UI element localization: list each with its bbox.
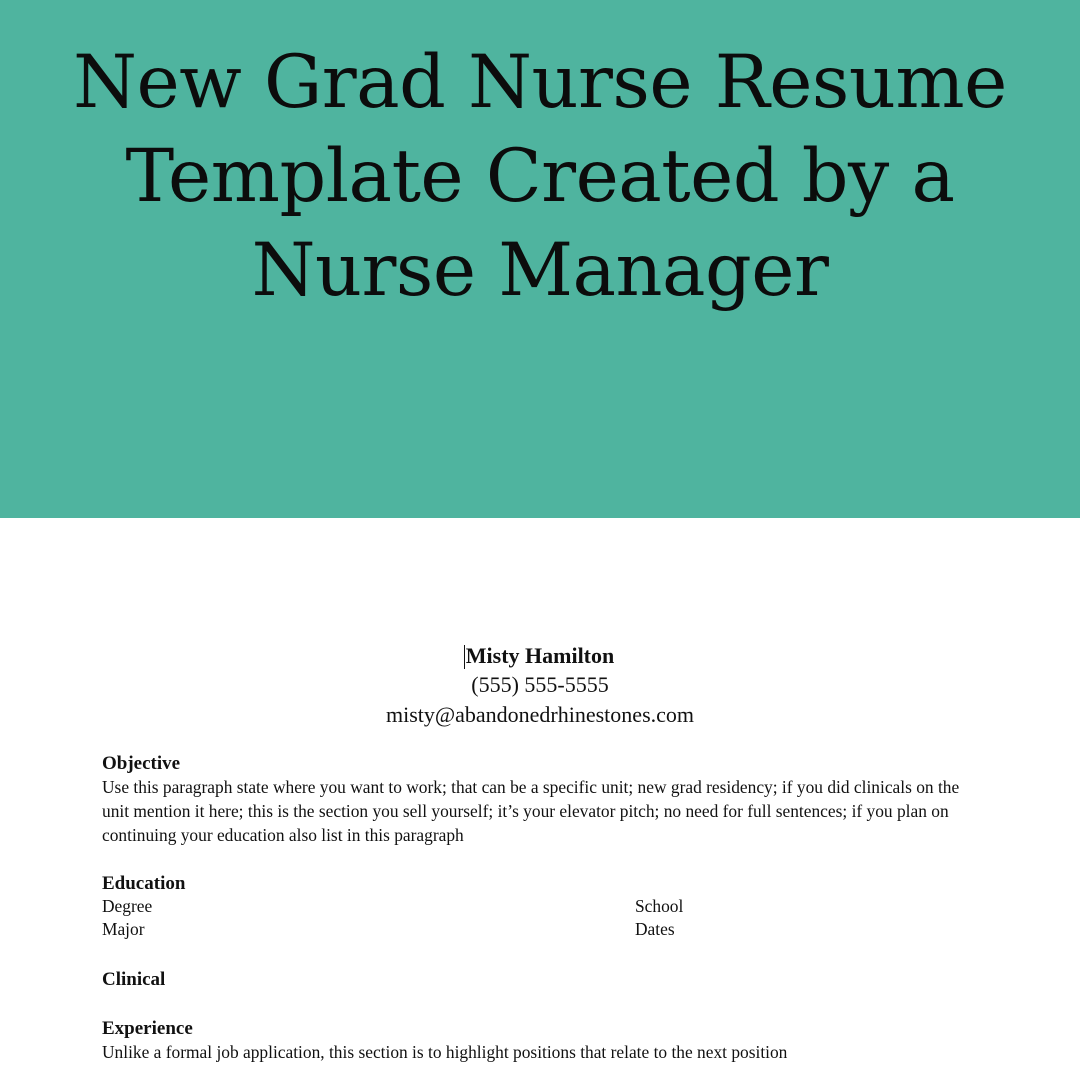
- education-dates: Dates: [635, 919, 675, 939]
- experience-heading: Experience: [102, 1018, 193, 1039]
- education-heading: Education: [102, 873, 186, 894]
- education-school: School: [635, 896, 684, 916]
- text-cursor: [464, 645, 466, 669]
- resume-header: [0, 642, 1080, 730]
- banner-title: [0, 36, 1080, 318]
- clinical-section: [102, 969, 982, 991]
- resume-document: [0, 518, 1080, 1080]
- title-banner: [0, 0, 1080, 518]
- objective-body: Use this paragraph state where you want to work; that can be a specific unit; new grad residency; if you did clinicals on the unit mention it here; this is the section you sell yourself; it’s your elevator pitch; no need for full sentences; if you plan on continuing your education also list in this paragraph: [102, 777, 960, 845]
- resume-name: Misty Hamilton: [465, 643, 615, 668]
- education-degree: Degree: [102, 896, 153, 916]
- education-grid: [102, 895, 982, 941]
- education-major: Major: [102, 919, 145, 939]
- resume-name-container[interactable]: [466, 642, 615, 670]
- resume-phone: (555) 555-5555: [471, 672, 609, 697]
- clinical-heading: Clinical: [102, 969, 166, 990]
- banner-title-line-3: Nurse Manager: [251, 228, 829, 313]
- banner-title-line-1: New Grad Nurse Resume: [73, 40, 1007, 125]
- education-section: [102, 873, 982, 941]
- objective-section: [102, 753, 982, 847]
- education-row: [102, 895, 982, 918]
- experience-section: [102, 1018, 982, 1064]
- education-row: [102, 918, 982, 941]
- banner-title-line-2: Template Created by a: [125, 134, 955, 219]
- objective-heading: Objective: [102, 753, 181, 774]
- resume-email: misty@abandonedrhinestones.com: [385, 702, 695, 727]
- experience-body: Unlike a formal job application, this section is to highlight positions that relate to the next position: [102, 1042, 788, 1062]
